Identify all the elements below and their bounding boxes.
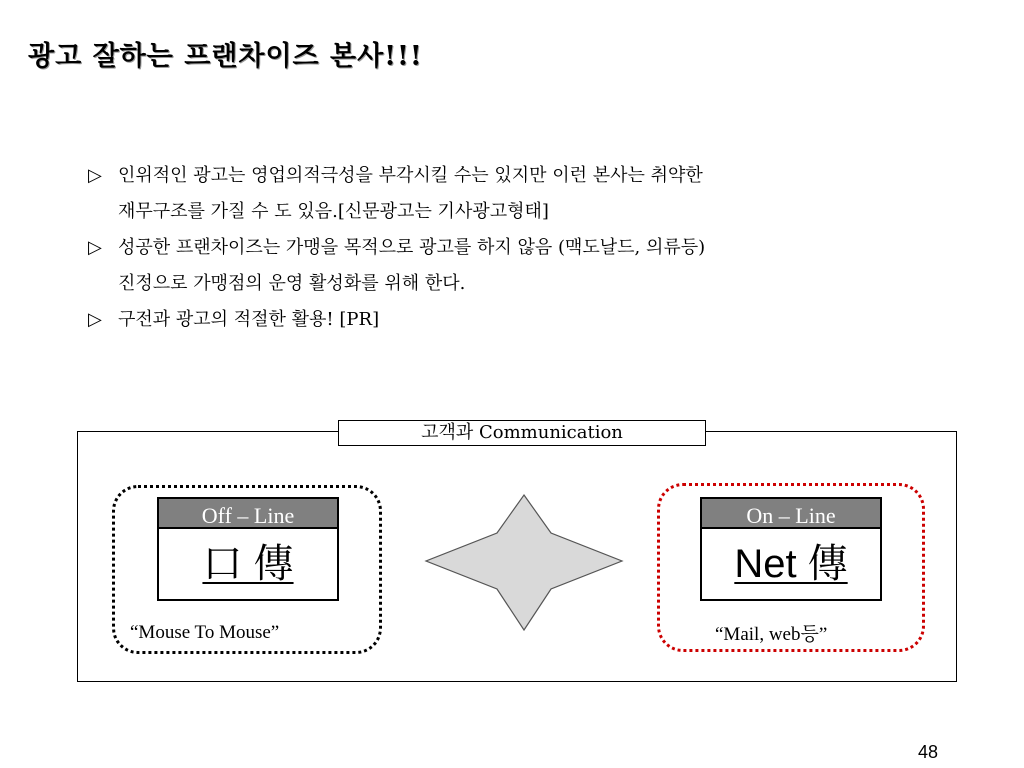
slide-title: 광고 잘하는 프랜차이즈 본사!!! — [28, 41, 423, 72]
offline-header: Off – Line — [159, 499, 337, 529]
offline-main-text: 口 傳 — [202, 542, 294, 586]
bullet-line: 진정으로 가맹점의 운영 활성화를 위해 한다. — [118, 273, 466, 294]
bullet-line: 구전과 광고의 적절한 활용! [PR] — [118, 309, 380, 330]
online-main-text: Net 傳 — [734, 542, 848, 586]
offline-main — [159, 529, 337, 599]
offline-card — [157, 497, 339, 601]
bullet-item — [88, 158, 948, 230]
online-quote: “Mail, web등” — [715, 624, 828, 645]
online-main — [702, 529, 880, 599]
bullet-line: 성공한 프랜차이즈는 가맹을 목적으로 광고를 하지 않음 (맥도날드, 의류등) — [118, 237, 706, 258]
communication-label: 고객과 Communication — [338, 420, 706, 446]
online-header: On – Line — [702, 499, 880, 529]
four-point-star-arrow-icon — [424, 493, 626, 633]
bullet-item — [88, 302, 948, 338]
bullet-line: 인위적인 광고는 영업의적극성을 부각시킬 수는 있지만 이런 본사는 취약한 — [118, 165, 703, 186]
triangle-bullet-icon: ▷ — [88, 237, 102, 258]
page-number: 48 — [917, 742, 938, 762]
bullet-item — [88, 230, 948, 302]
online-card — [700, 497, 882, 601]
bullet-line: 재무구조를 가질 수 도 있음.[신문광고는 기사광고형태] — [118, 201, 549, 222]
triangle-bullet-icon: ▷ — [88, 309, 102, 330]
bullet-list — [88, 158, 948, 338]
offline-quote: “Mouse To Mouse” — [130, 622, 280, 643]
triangle-bullet-icon: ▷ — [88, 165, 102, 186]
